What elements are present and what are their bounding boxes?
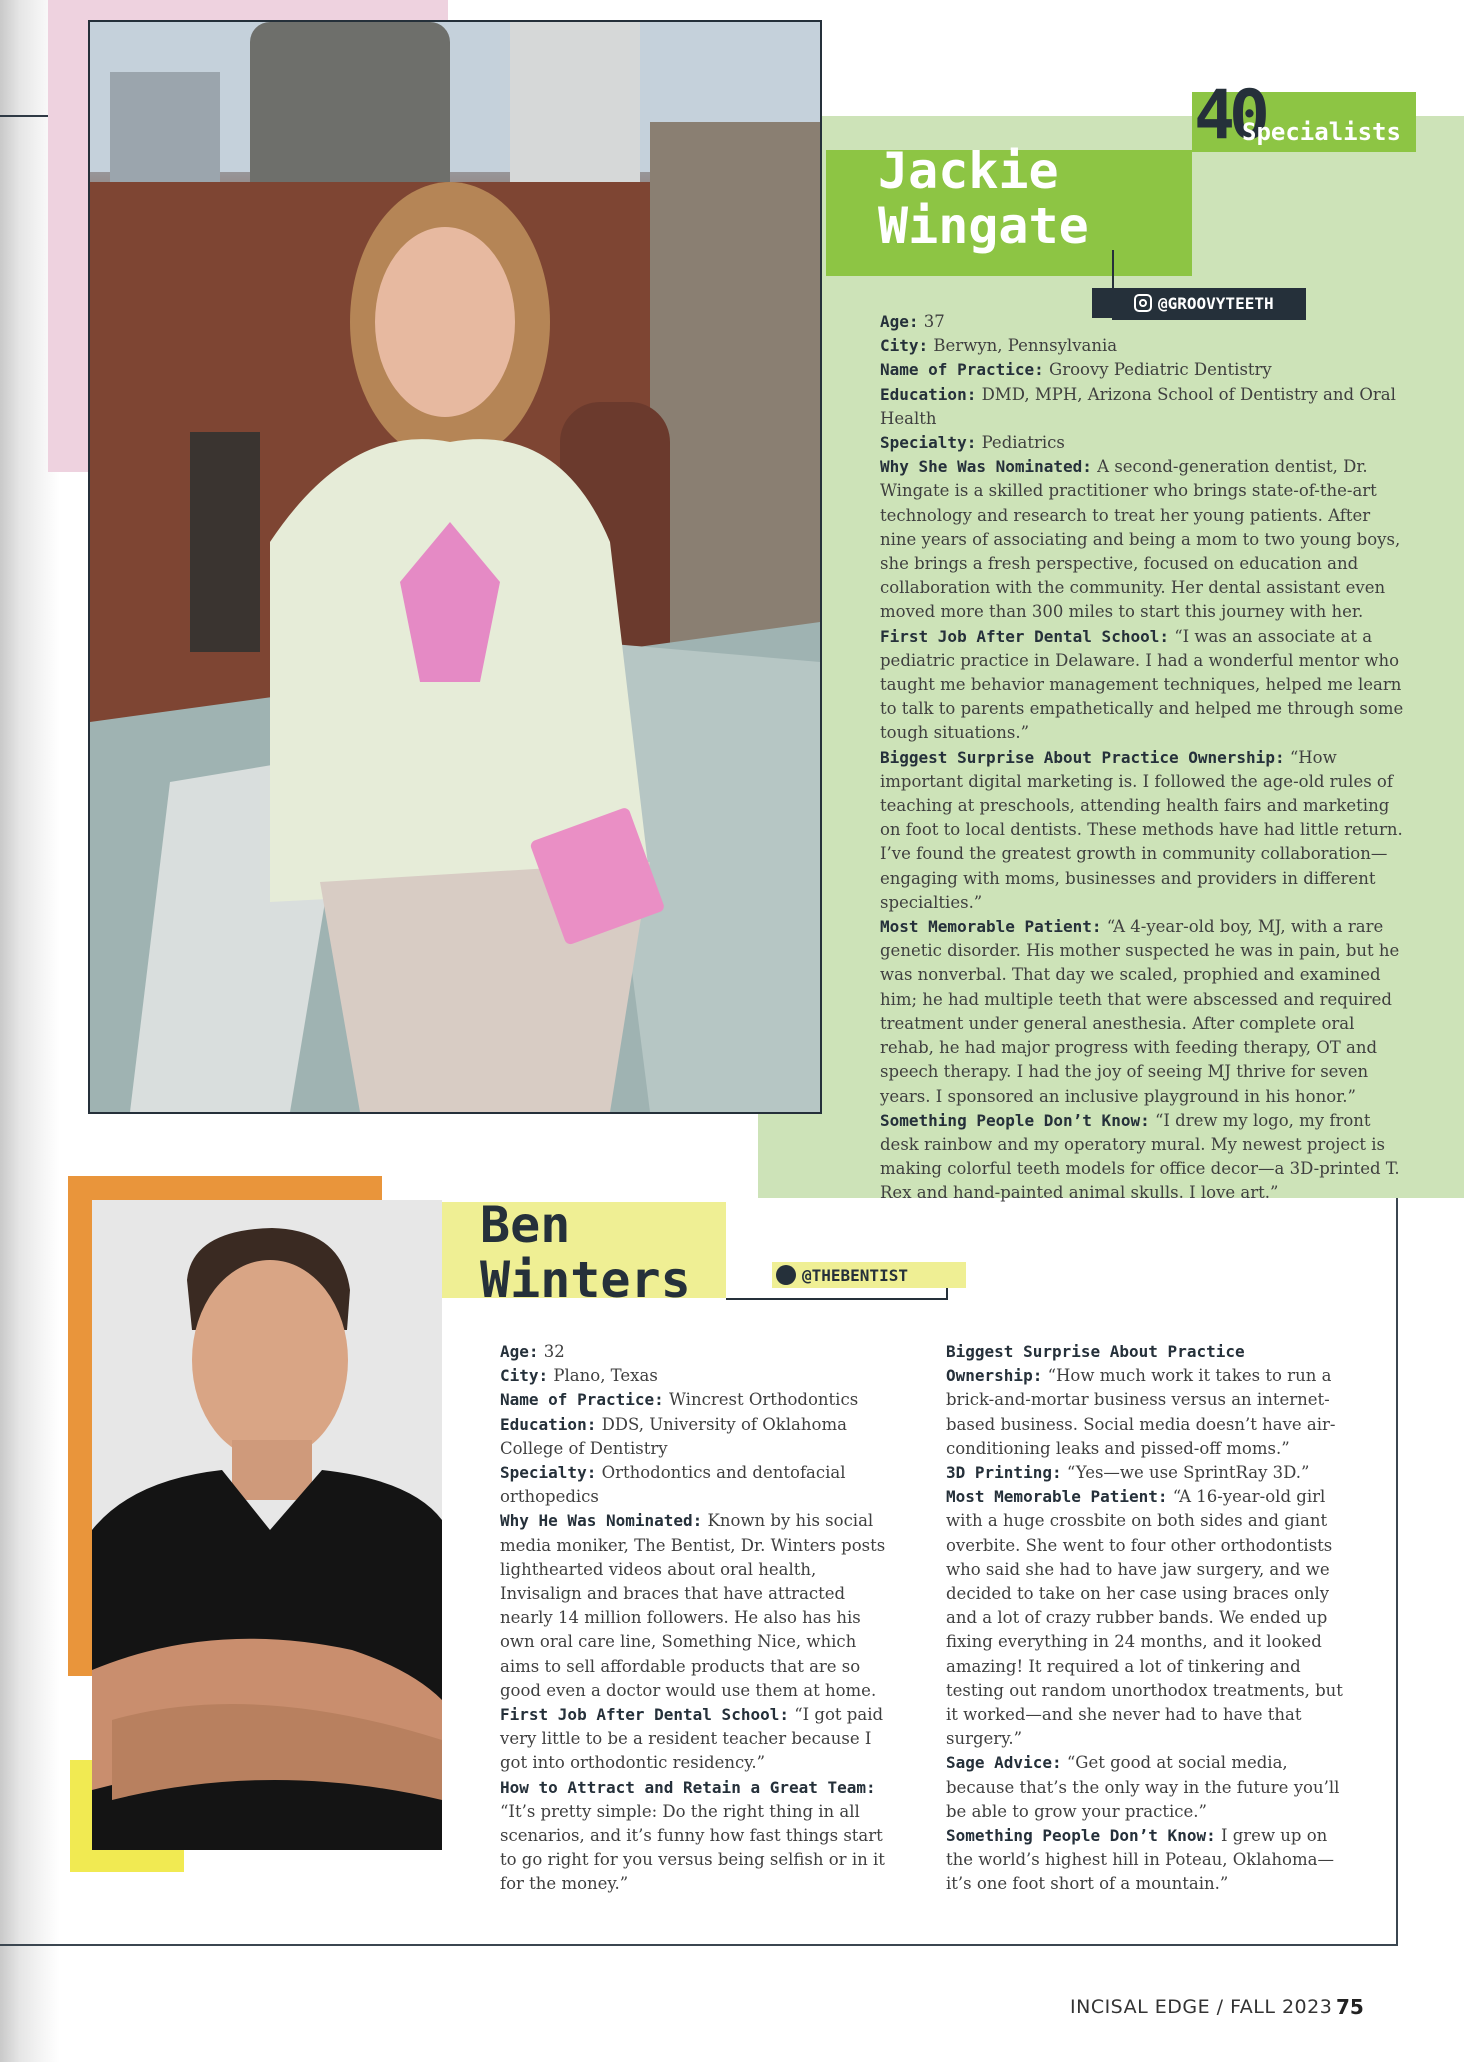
profile-field: Why He Was Nominated: Known by his social media moniker, The Bentist, Dr. Winters posts lighthearted videos about oral health, Invisalign and braces that have attracted nearly 14 million followers. He also has his own oral care line, Something Nice, which aims to sell affordable products that are so good even a doctor would use them at home.: [500, 1511, 886, 1700]
profile-field: Biggest Surprise About Practice Ownership: “How important digital marketing is. I followed the age-old rules of teaching at preschools, attending health fairs and marketing on foot to local dentists. These methods have had little return. I’ve found the greatest growth in community collaboration—engaging with moms, businesses and providers in different specialties.”: [880, 747, 1403, 912]
profile-field: Biggest Surprise About Practice Ownership: “How much work it takes to run a brick-and-mortar business versus an internet-based business. Social media doesn’t have air-conditioning leaks and pissed-off moms.”: [946, 1342, 1336, 1458]
profile-field: Something People Don’t Know: “I drew my logo, my front desk rainbow and my operatory mural. My newest project is making colorful teeth models for office decor—a 3D-printed T. Rex and hand-painted animal skulls. I love art.”: [880, 1110, 1400, 1203]
profile-field: Age: 37: [880, 312, 945, 331]
profile-field: Something People Don’t Know: I grew up on the world’s highest hill in Poteau, Oklahoma—it’s one foot short of a mountain.”: [946, 1826, 1334, 1894]
ben-social-handle[interactable]: [772, 1262, 966, 1288]
page-number: 75: [1336, 1995, 1364, 2019]
profile-field: First Job After Dental School: “I got paid very little to be a resident teacher because I got into orthodontic residency.”: [500, 1705, 884, 1773]
ben-winters-photo: [92, 1200, 442, 1850]
frame-border-bottom: [0, 1944, 1398, 1946]
profile-field: Specialty: Pediatrics: [880, 433, 1065, 453]
profile-field: Age: 32: [500, 1342, 565, 1361]
profile-field: Most Memorable Patient: “A 16-year-old girl with a huge crossbite on both sides and giant overbite. She went to four other orthodontists who said she had to have jaw surgery, and we decided to take on her case using braces only and a lot of crazy rubber bands. We ended up fixing everything in 24 months, and it looked amazing! It required a lot of tinkering and testing out random unorthodox treatments, but it worked—and she never had to have that surgery.”: [946, 1487, 1343, 1749]
profile-field: City: Berwyn, Pennsylvania: [880, 336, 1118, 356]
jackie-profile-text: [880, 310, 1406, 1206]
badge-word: Specialists: [1242, 118, 1401, 146]
forty-specialists-badge: [1192, 76, 1416, 155]
publication-footer: INCISAL EDGE / FALL 2023: [1070, 1996, 1333, 2018]
ben-profile-column-2: [946, 1340, 1346, 1897]
profile-field: Name of Practice: Wincrest Orthodontics: [500, 1390, 859, 1410]
profile-field: Education: DMD, MPH, Arizona School of Dentistry and Oral Health: [880, 384, 1396, 428]
profile-field: Sage Advice: “Get good at social media, because that’s the only way in the future you’ll be able to grow your practice.”: [946, 1753, 1340, 1821]
ben-profile-column-1: [500, 1340, 900, 1897]
social-handle-text: @GROOVYTEETH: [1158, 293, 1274, 313]
frame-border-right: [1396, 1198, 1398, 1946]
top-rule: [0, 115, 48, 117]
profile-field: City: Plano, Texas: [500, 1366, 658, 1386]
ben-name-heading: Ben Winters: [480, 1196, 691, 1309]
jackie-wingate-photo: [90, 22, 820, 1112]
profile-field: First Job After Dental School: “I was an associate at a pediatric practice in Delaware. I had a wonderful mentor who taught me behavior management techniques, helped me learn to talk to parents empathetically and helped me through some tough situations.”: [880, 626, 1404, 743]
profile-field: Specialty: Orthodontics and dentofacial orthopedics: [500, 1463, 846, 1507]
profile-field: Why She Was Nominated: A second-generation dentist, Dr. Wingate is a skilled practitioner who brings state-of-the-art technology and research to treat her young patients. After nine years of associating and being a mom to two young boys, she brings a fresh perspective, focused on education and collaboration with the community. Her dental assistant even moved more than 300 miles to start this journey with her.: [880, 457, 1401, 622]
profile-field: Name of Practice: Groovy Pediatric Dentistry: [880, 360, 1272, 380]
profile-field: Most Memorable Patient: “A 4-year-old boy, MJ, with a rare genetic disorder. His mother suspected he was in pain, but he was nonverbal. That day we scaled, prophied and examined him; he had multiple teeth that were abscessed and required treatment under general anesthesia. After complete oral rehab, he had major progress with feeding therapy, OT and speech therapy. I had the joy of seeing MJ thrive for seven years. I sponsored an inclusive playground in his honor.”: [880, 917, 1400, 1106]
badge-number: 40: [1194, 76, 1264, 155]
tiktok-icon: [776, 1265, 796, 1285]
profile-field: 3D Printing: “Yes—we use SprintRay 3D.”: [946, 1463, 1310, 1483]
profile-field: How to Attract and Retain a Great Team: “It’s pretty simple: Do the right thing in all scenarios, and it’s funny how fast things start to go right for you versus being selfish or in it for the money.”: [500, 1777, 885, 1894]
social-handle-text: @THEBENTIST: [802, 1265, 908, 1285]
connector-line: [726, 1298, 948, 1300]
profile-field: Education: DDS, University of Oklahoma College of Dentistry: [500, 1414, 847, 1458]
jackie-name-heading: Jackie Wingate: [878, 142, 1089, 255]
